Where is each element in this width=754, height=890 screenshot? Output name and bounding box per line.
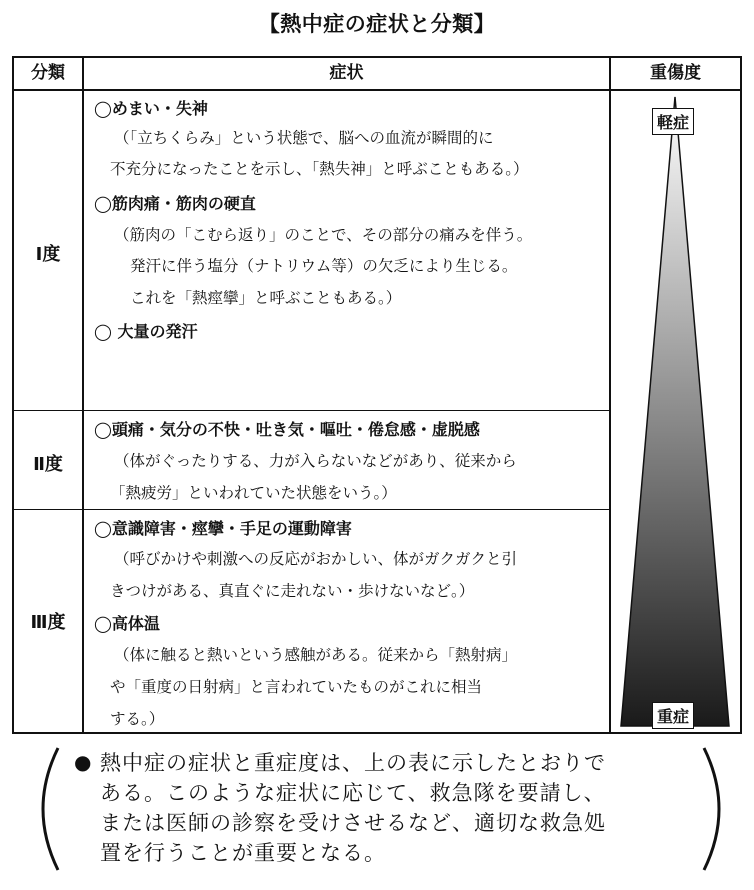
row-divider xyxy=(14,509,610,510)
symptom-detail: きつけがある、真直ぐに走れない・歩けないなど。） xyxy=(110,582,475,600)
symptom-detail: （体に触ると熱いという感触がある。従来から「熱射病」 xyxy=(114,646,518,664)
symptom-detail: する。） xyxy=(110,710,165,728)
symptom-heading: ◯筋肉痛・筋肉の硬直 xyxy=(94,194,256,213)
left-parenthesis xyxy=(24,744,64,874)
grade-2-label: Ⅱ度 xyxy=(33,454,63,475)
note-line: ある。このような症状に応じて、救急隊を要請し、 xyxy=(100,781,606,805)
header-classification: 分類 xyxy=(31,63,65,83)
severity-gradient-triangle xyxy=(611,91,740,732)
note-paragraph xyxy=(78,748,678,868)
grade-3-label: Ⅲ度 xyxy=(30,612,66,633)
grade-1-label: Ⅰ度 xyxy=(35,244,61,265)
symptom-heading: ◯意識障害・痙攣・手足の運動障害 xyxy=(94,519,352,538)
symptom-detail: （呼びかけや刺激への反応がおかしい、体がガクガクと引 xyxy=(114,550,518,568)
heatstroke-table xyxy=(12,56,742,734)
symptom-detail: 発汗に伴う塩分（ナトリウム等）の欠乏により生じる。 xyxy=(130,257,518,275)
header-severity: 重傷度 xyxy=(650,63,701,83)
severity-label-severe: 重症 xyxy=(652,702,694,729)
right-parenthesis xyxy=(698,744,738,874)
symptom-detail: 不充分になったことを示し、「熱失神」と呼ぶこともある。） xyxy=(110,160,529,178)
symptom-detail: （筋肉の「こむら返り」のことで、その部分の痛みを伴う。 xyxy=(114,226,533,244)
header-symptoms: 症状 xyxy=(329,63,364,83)
symptom-detail: （「立ちくらみ」という状態で、脳への血流が瞬間的に xyxy=(114,129,494,147)
column-divider xyxy=(82,58,84,732)
symptom-heading: ◯ 大量の発汗 xyxy=(94,322,198,341)
symptom-heading: ◯高体温 xyxy=(94,614,160,633)
page-title: 【熱中症の症状と分類】 xyxy=(258,12,496,36)
severity-label-mild: 軽症 xyxy=(652,108,694,135)
symptom-detail: 「熱疲労」といわれていた状態をいう。） xyxy=(110,484,397,502)
row-divider xyxy=(14,410,610,411)
note-line: または医師の診察を受けさせるなど、適切な救急処 xyxy=(100,811,606,835)
note-line: 置を行うことが重要となる。 xyxy=(100,841,386,865)
bullet-icon: ● xyxy=(74,750,92,774)
symptom-heading: ◯めまい・失神 xyxy=(94,99,208,118)
note-line: 熱中症の症状と重症度は、上の表に示したとおりで xyxy=(100,751,606,775)
symptom-detail: や「重度の日射病」と言われていたものがこれに相当 xyxy=(110,678,483,696)
symptom-heading: ◯頭痛・気分の不快・吐き気・嘔吐・倦怠感・虚脱感 xyxy=(94,420,480,439)
symptom-detail: （体がぐったりする、力が入らないなどがあり、従来から xyxy=(114,452,517,470)
symptom-detail: これを「熱痙攣」と呼ぶこともある。） xyxy=(130,289,402,307)
